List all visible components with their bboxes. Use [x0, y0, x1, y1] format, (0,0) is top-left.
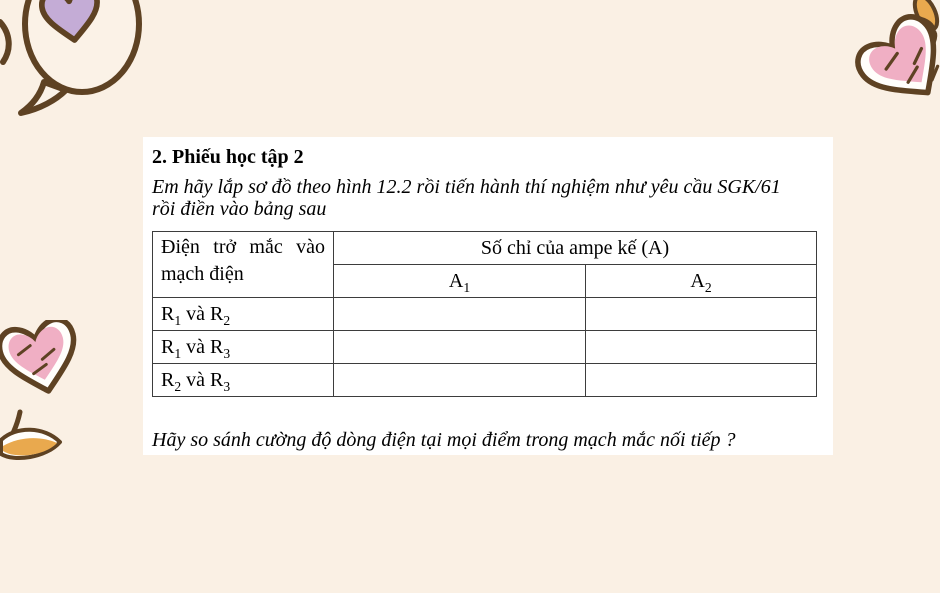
instruction-line-2: rồi điền vào bảng sau — [152, 198, 327, 220]
tulip-flower-icon — [0, 320, 110, 470]
purple-heart-icon — [40, 0, 102, 44]
result-cell — [586, 364, 817, 397]
row-label-r2r3: $R_2$ và $R_3$ — [153, 364, 334, 397]
result-cell — [334, 364, 586, 397]
petal-dashes — [17, 340, 58, 376]
pink-flower-icon — [820, 0, 940, 135]
instruction-text — [152, 176, 816, 220]
result-cell — [334, 298, 586, 331]
table-row — [153, 364, 817, 397]
pink-heart-petal-icon — [851, 10, 940, 118]
column-header-a1: $A_1$ — [334, 265, 586, 298]
table-row — [153, 298, 817, 331]
speech-bubble — [25, 0, 139, 92]
question-text: Hãy so sánh cường độ dòng điện tại mọi điểm trong mạch mắc nối tiếp ? — [152, 429, 736, 451]
speech-bubble-tail — [21, 82, 66, 113]
row-label-r1r3: $R_1$ và $R_3$ — [153, 331, 334, 364]
row-label-r1r2: $R_1$ và $R_2$ — [153, 298, 334, 331]
column-header-a2: $A_2$ — [586, 265, 817, 298]
row-header-cell: Điện trở mắc vào mạch điện — [153, 232, 334, 298]
speech-bubble-heart-icon — [0, 0, 150, 125]
instruction-line-1: Em hãy lắp sơ đồ theo hình 12.2 rồi tiến hành thí nghiệm như yêu cầu SGK/61 — [152, 176, 781, 198]
table-header-row — [153, 232, 817, 265]
result-cell — [334, 331, 586, 364]
result-cell — [586, 331, 817, 364]
table-row — [153, 331, 817, 364]
result-cell — [586, 298, 817, 331]
flower-stem — [3, 412, 20, 450]
tulip-head — [0, 320, 85, 400]
flower-stem — [898, 40, 926, 71]
results-table — [152, 231, 817, 397]
group-header-cell: Số chỉ của ampe kế (A) — [334, 232, 817, 265]
worksheet-panel — [143, 137, 833, 455]
orange-blossom-icon — [896, 0, 940, 71]
leaf-icon — [1, 430, 60, 458]
bubble-edge-stub — [0, 22, 9, 62]
worksheet-title: 2. Phiếu học tập 2 — [152, 146, 304, 168]
petal-dashes — [883, 39, 940, 98]
